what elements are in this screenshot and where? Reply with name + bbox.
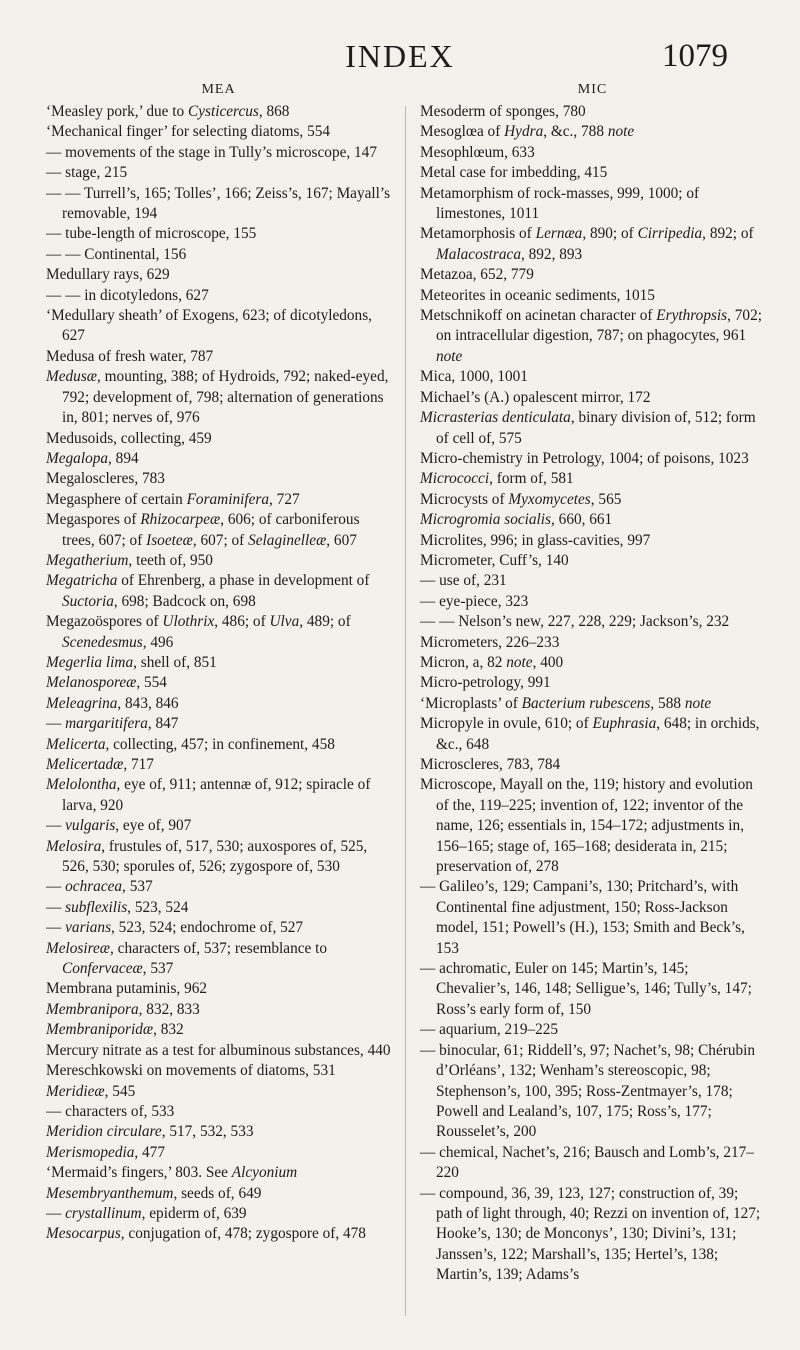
index-entry: Microcysts of Myxomycetes, 565	[420, 490, 622, 508]
index-entry: — — Turrell’s, 165; Tolles’, 166; Zeiss’s, 167; Mayall’s removable, 194	[46, 184, 391, 223]
index-entry: Micro-chemistry in Petrology, 1004; of poisons, 1023	[420, 449, 749, 467]
index-entry: — vulgaris, eye of, 907	[46, 817, 192, 835]
index-entry: Megasphere of certain Foraminifera, 727	[46, 490, 300, 508]
index-entry: Melicerta, collecting, 457; in confinement, 458	[46, 735, 335, 753]
index-entry: Medusoids, collecting, 459	[46, 429, 212, 447]
index-entry: Melolontha, eye of, 911; antennæ of, 912; spiracle of larva, 920	[46, 776, 371, 814]
index-entry: Mesoglœa of Hydra, &c., 788 note	[420, 123, 635, 141]
index-entry: Merismopedia, 477	[46, 1143, 165, 1161]
index-entry: Micron, a, 82 note, 400	[420, 653, 564, 671]
index-entry: Mica, 1000, 1001	[420, 368, 528, 386]
index-entry: — compound, 36, 39, 123, 127; construction of, 39; path of light through, 40; Rezzi on invention of, 127; Hooke’s, 130; de Monconys’, 130; Divini’s, 131; Janssen’s, 122; Marshall’s, 135; Hertel’s, 138; Martin’s, 139; Adams’s	[420, 1184, 761, 1284]
index-entry: — — Nelson’s new, 227, 228, 229; Jackson’s, 232	[420, 613, 730, 631]
index-entry: Micrometer, Cuff’s, 140	[420, 551, 569, 569]
index-entry: Membraniporidæ, 832	[46, 1021, 184, 1039]
index-entry: — eye-piece, 323	[420, 592, 529, 610]
index-entry: Michael’s (A.) opalescent mirror, 172	[420, 388, 651, 406]
index-entry: ‘Mechanical finger’ for selecting diatoms, 554	[46, 123, 331, 141]
index-entry: Metschnikoff on acinetan character of Erythropsis, 702; on intracellular digestion, 787; on phagocytes, 961 note	[420, 307, 762, 365]
index-entry: Meridion circulare, 517, 532, 533	[46, 1123, 254, 1141]
index-entry: — characters of, 533	[46, 1102, 175, 1120]
index-entry: Micrometers, 226–233	[420, 633, 560, 651]
index-entry: — subflexilis, 523, 524	[46, 898, 189, 916]
page-title: INDEX	[345, 38, 455, 74]
index-entry: Megazoöspores of Ulothrix, 486; of Ulva, 489; of Scenedesmus, 496	[46, 613, 351, 651]
index-entry: Melicertadæ, 717	[46, 756, 154, 773]
index-entry: Metal case for imbedding, 415	[420, 164, 608, 182]
index-entry: — crystallinum, epiderm of, 639	[46, 1204, 247, 1222]
index-entry: ‘Measley pork,’ due to Cysticercus, 868	[46, 103, 290, 120]
index-entry: Micro-petrology, 991	[420, 674, 551, 692]
column-divider	[405, 106, 406, 1316]
index-entry: Megatherium, teeth of, 950	[46, 551, 213, 569]
index-entry: Meridieæ, 545	[46, 1082, 136, 1100]
index-entry: — binocular, 61; Riddell’s, 97; Nachet’s, 98; Chérubin d’Orléans’, 132; Wenham’s stereoscopic, 98; Stephenson’s, 100, 395; Ross-Zentmayer’s, 178; Powell and Lealand’s, 107, 175; Ross’s, 177; Rousselet’s, 200	[420, 1041, 756, 1141]
index-entry: — achromatic, Euler on 145; Martin’s, 145; Chevalier’s, 146, 148; Selligue’s, 146; Tully’s, 147; Ross’s early form of, 150	[420, 960, 752, 1018]
index-entry: Melosira, frustules of, 517, 530; auxospores of, 525, 526, 530; sporules of, 526; zygospore of, 530	[46, 837, 368, 876]
index-entry: Microscleres, 783, 784	[420, 756, 561, 773]
index-entry: — stage, 215	[46, 164, 128, 182]
index-entry: Metamorphosis of Lernæa, 890; of Cirripedia, 892; of Malacostraca, 892, 893	[420, 225, 754, 263]
index-entry: Megatricha of Ehrenberg, a phase in development of Suctoria, 698; Badcock on, 698	[46, 572, 370, 610]
index-entry: — use of, 231	[420, 572, 507, 590]
index-entry: Medusa of fresh water, 787	[46, 347, 214, 365]
index-entry: Megaloscleres, 783	[46, 470, 165, 488]
right-column	[420, 78, 765, 1286]
left-running-head: MEA	[201, 82, 236, 97]
right-entry-list	[420, 102, 765, 1286]
index-entry: Megerlia lima, shell of, 851	[46, 653, 217, 671]
index-entry: Mereschkowski on movements of diatoms, 531	[46, 1062, 336, 1080]
index-entry: — movements of the stage in Tully’s microscope, 147	[46, 143, 377, 161]
index-entry: — — Continental, 156	[46, 245, 187, 263]
left-entry-list	[46, 102, 391, 1245]
index-entry: Micropyle in ovule, 610; of Euphrasia, 648; in orchids, &c., 648	[420, 715, 760, 753]
index-entry: — chemical, Nachet’s, 216; Bausch and Lomb’s, 217–220	[420, 1143, 754, 1182]
index-entry: Megaspores of Rhizocarpeæ, 606; of carboniferous trees, 607; of Isoeteæ, 607; of Selaginelleæ, 607	[46, 511, 360, 549]
index-entry: Meleagrina, 843, 846	[46, 694, 179, 712]
index-entry: Melanosporeæ, 554	[46, 674, 167, 692]
right-running-head: MIC	[577, 82, 608, 97]
index-entry: Micrasterias denticulata, binary division of, 512; form of cell of, 575	[420, 409, 756, 447]
index-entry: Mercury nitrate as a test for albuminous substances, 440	[46, 1041, 391, 1059]
index-entry: Membranipora, 832, 833	[46, 1000, 200, 1018]
index-entry: Meteorites in oceanic sediments, 1015	[420, 286, 655, 304]
index-entry: ‘Mermaid’s fingers,’ 803. See Alcyonium	[46, 1164, 298, 1182]
index-entry: Microgromia socialis, 660, 661	[420, 511, 613, 529]
index-entry: Metazoa, 652, 779	[420, 266, 534, 284]
index-entry: ‘Microplasts’ of Bacterium rubescens, 588 note	[420, 694, 712, 712]
index-entry: Megalopa, 894	[46, 449, 139, 467]
index-entry: — margaritifera, 847	[46, 715, 179, 733]
index-entry: — Galileo’s, 129; Campani’s, 130; Pritchard’s, with Continental fine adjustment, 150; Ross-Jackson model, 151; Powell’s (H.), 153; Smith and Beck’s, 153	[420, 878, 745, 957]
index-entry: Medusæ, mounting, 388; of Hydroids, 792; naked-eyed, 792; development of, 798; alternation of generations in, 801; nerves of, 976	[46, 368, 389, 427]
index-entry: Melosireæ, characters of, 537; resemblance to Confervaceæ, 537	[46, 939, 328, 978]
index-entry: Mesoderm of sponges, 780	[420, 103, 586, 120]
index-entry: Membrana putaminis, 962	[46, 980, 208, 998]
index-entry: Microscope, Mayall on the, 119; history and evolution of the, 119–225; invention of, 122; inventor of the name, 126; essentials in, 154–172; adjustments in, 156–165; stage of, 165–168; desiderata in, 215; preservation of, 278	[420, 776, 753, 876]
index-entry: — — in dicotyledons, 627	[46, 286, 209, 304]
index-entry: Mesocarpus, conjugation of, 478; zygospore of, 478	[46, 1225, 366, 1243]
index-entry: Micrococci, form of, 581	[420, 470, 574, 488]
index-entry: Microlites, 996; in glass-cavities, 997	[420, 531, 651, 549]
index-entry: Mesophlœum, 633	[420, 143, 535, 161]
page-number: 1079	[662, 38, 728, 74]
index-entry: — varians, 523, 524; endochrome of, 527	[46, 919, 304, 937]
left-column	[46, 78, 391, 1245]
index-entry: ‘Medullary sheath’ of Exogens, 623; of dicotyledons, 627	[46, 307, 372, 345]
index-entry: — ochracea, 537	[46, 878, 153, 896]
index-entry: Metamorphism of rock-masses, 999, 1000; of limestones, 1011	[420, 184, 700, 223]
index-entry: — tube-length of microscope, 155	[46, 225, 257, 243]
index-entry: Medullary rays, 629	[46, 266, 170, 284]
index-entry: Mesembryanthemum, seeds of, 649	[46, 1184, 262, 1202]
index-entry: — aquarium, 219–225	[420, 1021, 559, 1039]
